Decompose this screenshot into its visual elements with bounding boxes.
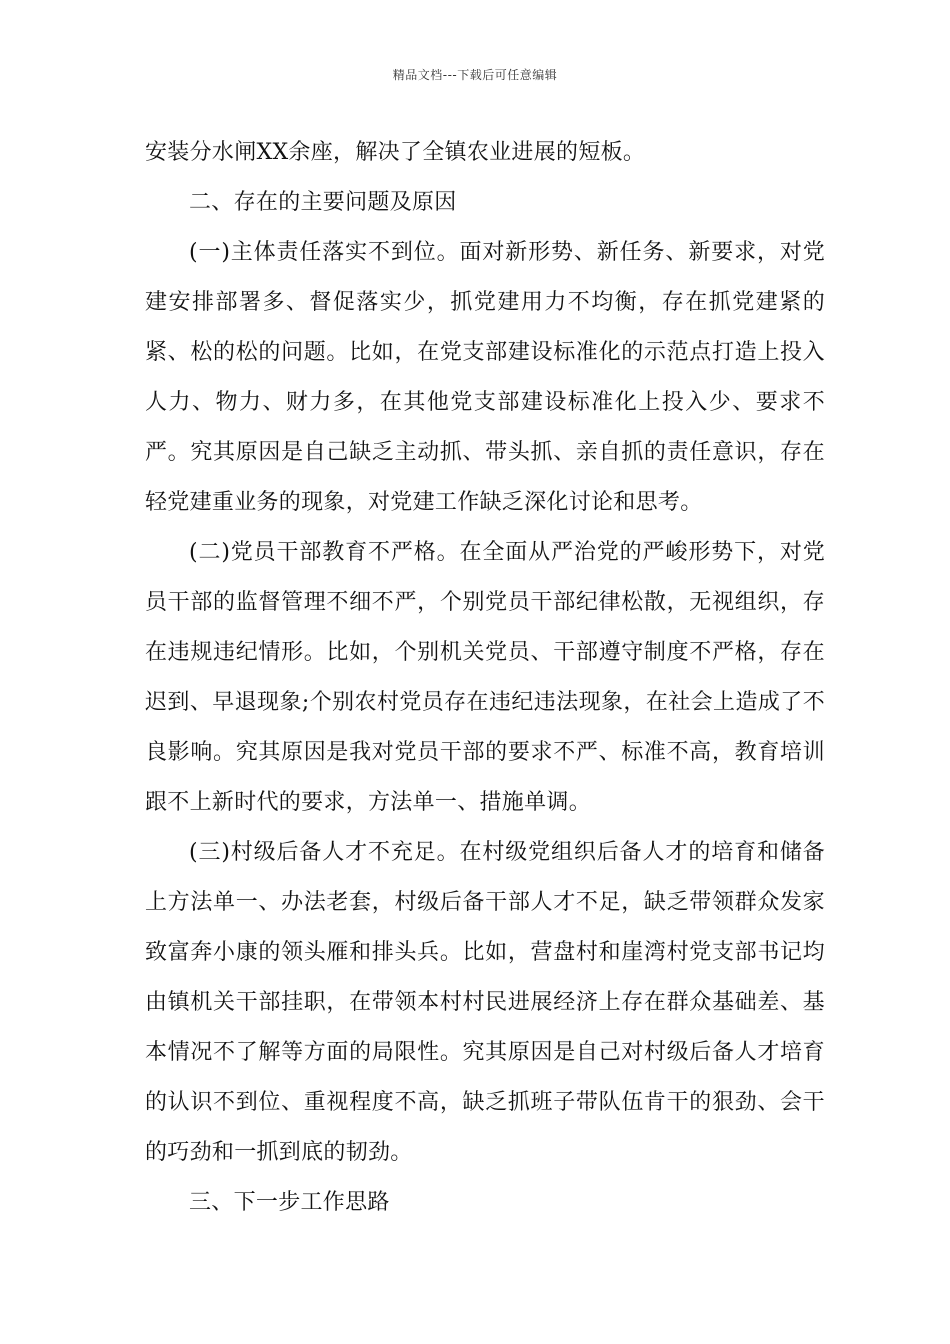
page-header: 精品文档---下载后可任意编辑 <box>392 68 558 82</box>
section-heading-3: 三、下一步工作思路 <box>189 1190 390 1215</box>
paragraph-issue-1: (一)主体责任落实不到位。面对新形势、新任务、新要求，对党建安排部署多、督促落实少，抓党建用力不均衡，存在抓党建紧的紧、松的松的问题。比如，在党支部建设标准化的示范点打造上投入人力、物力、财力多，在其他党支部建设标准化上投入少、要求不严。究其原因是自己缺乏主动抓、带头抓、亲自抓的责任意识，存在轻党建重业务的现象，对党建工作缺乏深化讨论和思考。 <box>145 240 825 515</box>
document-body <box>145 128 825 1228</box>
paragraph-continuation: 安装分水闸XX余座，解决了全镇农业进展的短板。 <box>145 140 646 165</box>
paragraph-issue-2: (二)党员干部教育不严格。在全面从严治党的严峻形势下，对党员干部的监督管理不细不严，个别党员干部纪律松散，无视组织，存在违规违纪情形。比如，个别机关党员、干部遵守制度不严格，存在迟到、早退现象;个别农村党员存在违纪违法现象，在社会上造成了不良影响。究其原因是我对党员干部的要求不严、标准不高，教育培训跟不上新时代的要求，方法单一、措施单调。 <box>145 540 825 815</box>
paragraph-issue-3: (三)村级后备人才不充足。在村级党组织后备人才的培育和储备上方法单一、办法老套，村级后备干部人才不足，缺乏带领群众发家致富奔小康的领头雁和排头兵。比如，营盘村和崖湾村党支部书记均由镇机关干部挂职，在带领本村村民进展经济上存在群众基础差、基本情况不了解等方面的局限性。究其原因是自己对村级后备人才培育的认识不到位、重视程度不高，缺乏抓班子带队伍肯干的狠劲、会干的巧劲和一抓到底的韧劲。 <box>145 840 825 1165</box>
section-heading-2: 二、存在的主要问题及原因 <box>189 190 457 215</box>
